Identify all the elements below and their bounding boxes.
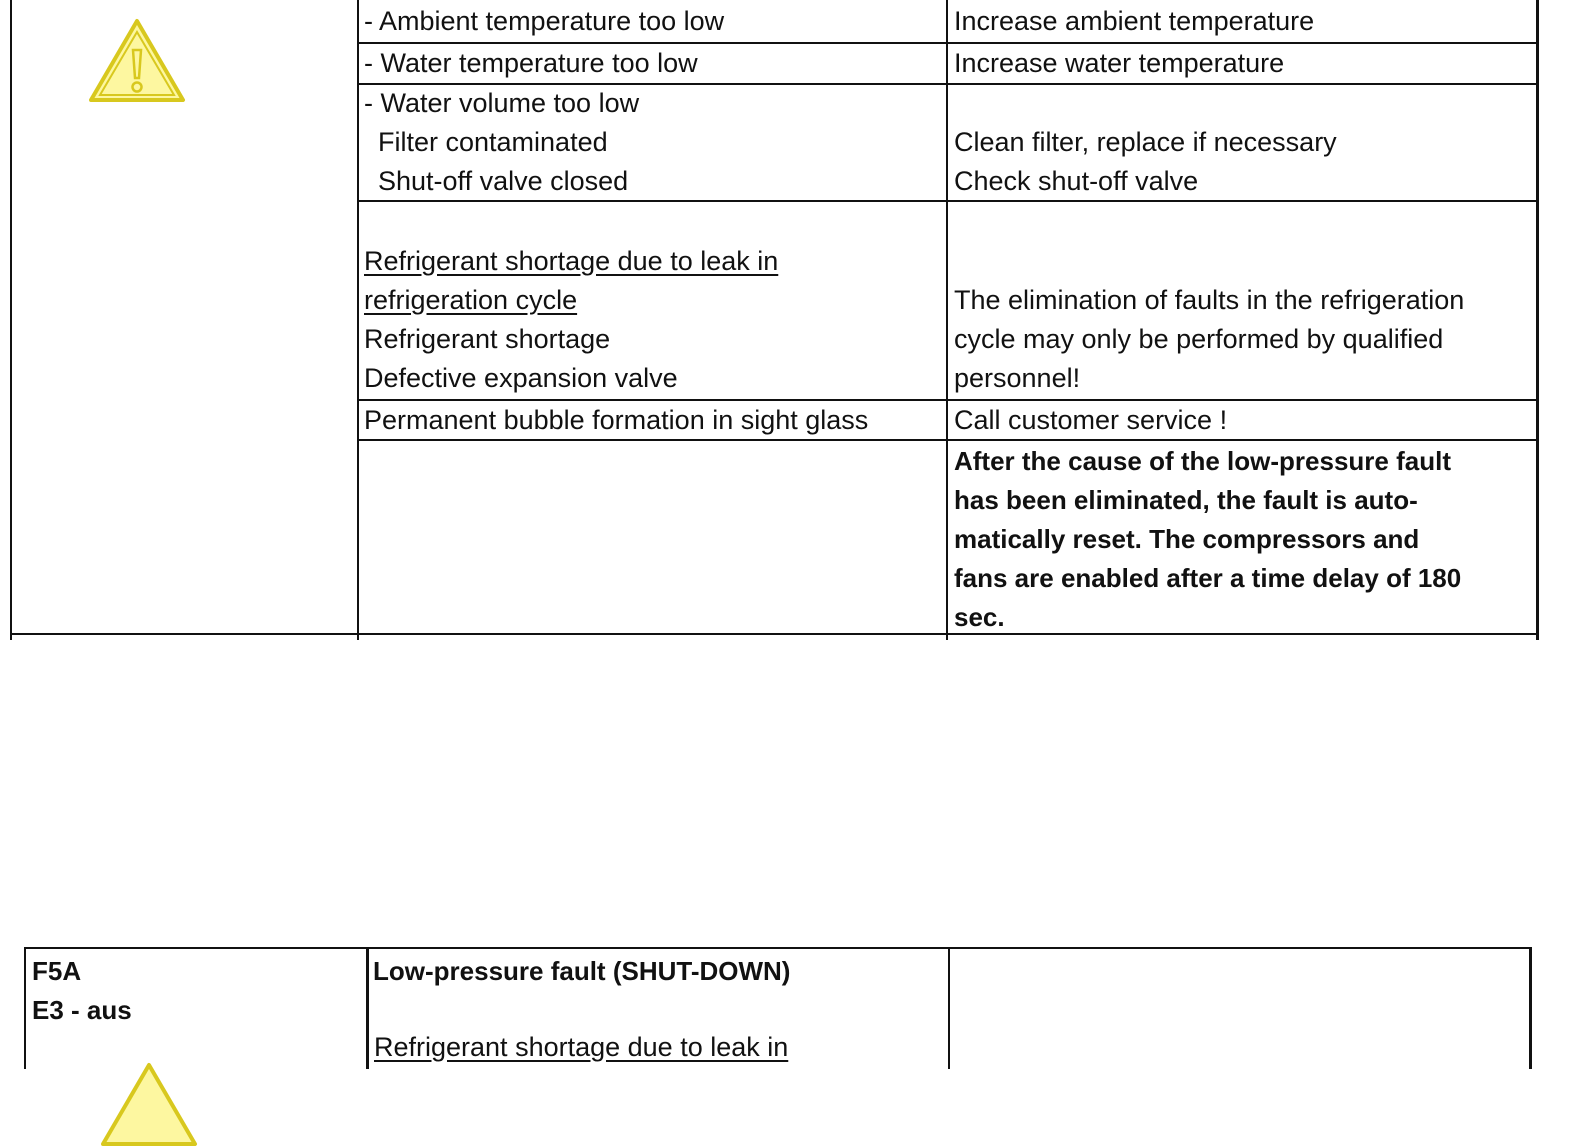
cause-text: Refrigerant shortage	[364, 324, 611, 354]
cause-text: Defective expansion valve	[364, 363, 678, 393]
reset-note: has been eliminated, the fault is auto-	[954, 485, 1418, 515]
reset-note: sec.	[954, 602, 1005, 632]
reset-note: fans are enabled after a time delay of 180	[954, 563, 1462, 593]
cause-heading: Refrigerant shortage due to leak in	[364, 246, 779, 276]
table-border	[946, 0, 948, 640]
warning-triangle-icon	[100, 1062, 198, 1148]
cause-text: Filter contaminated	[378, 127, 608, 157]
cause-text: - Water temperature too low	[364, 48, 698, 78]
remedy-text: Call customer service !	[954, 405, 1228, 435]
table-border	[1529, 947, 1532, 1069]
remedy-text: Increase water temperature	[954, 48, 1285, 78]
remedy-text: Clean filter, replace if necessary	[954, 127, 1337, 157]
reset-note: After the cause of the low-pressure fault	[954, 446, 1451, 476]
table-border	[948, 947, 950, 1069]
table-border	[357, 0, 359, 640]
remedy-text: The elimination of faults in the refrigeration	[954, 285, 1465, 315]
table-border	[10, 0, 12, 640]
cause-text: Shut-off valve closed	[378, 166, 629, 196]
fault-title: Low-pressure fault (SHUT-DOWN)	[373, 956, 791, 986]
cause-text: Permanent bubble formation in sight glass	[364, 405, 869, 435]
warning-triangle-icon	[88, 18, 186, 104]
cause-heading: Refrigerant shortage due to leak in	[374, 1032, 789, 1062]
remedy-text: cycle may only be performed by qualified	[954, 324, 1444, 354]
table-border	[366, 947, 369, 1069]
table-border	[10, 633, 1539, 635]
remedy-text: Check shut-off valve	[954, 166, 1199, 196]
cause-heading: refrigeration cycle	[364, 285, 578, 315]
fault-code: E3 - aus	[32, 995, 132, 1025]
cause-text: - Water volume too low	[364, 88, 640, 118]
table-border	[24, 947, 26, 1069]
table-border	[1536, 0, 1539, 640]
remedy-text: personnel!	[954, 363, 1081, 393]
cause-text: - Ambient temperature too low	[364, 6, 725, 36]
remedy-text: Increase ambient temperature	[954, 6, 1315, 36]
table-border	[24, 947, 1532, 949]
fault-code: F5A	[32, 956, 82, 986]
reset-note: matically reset. The compressors and	[954, 524, 1420, 554]
